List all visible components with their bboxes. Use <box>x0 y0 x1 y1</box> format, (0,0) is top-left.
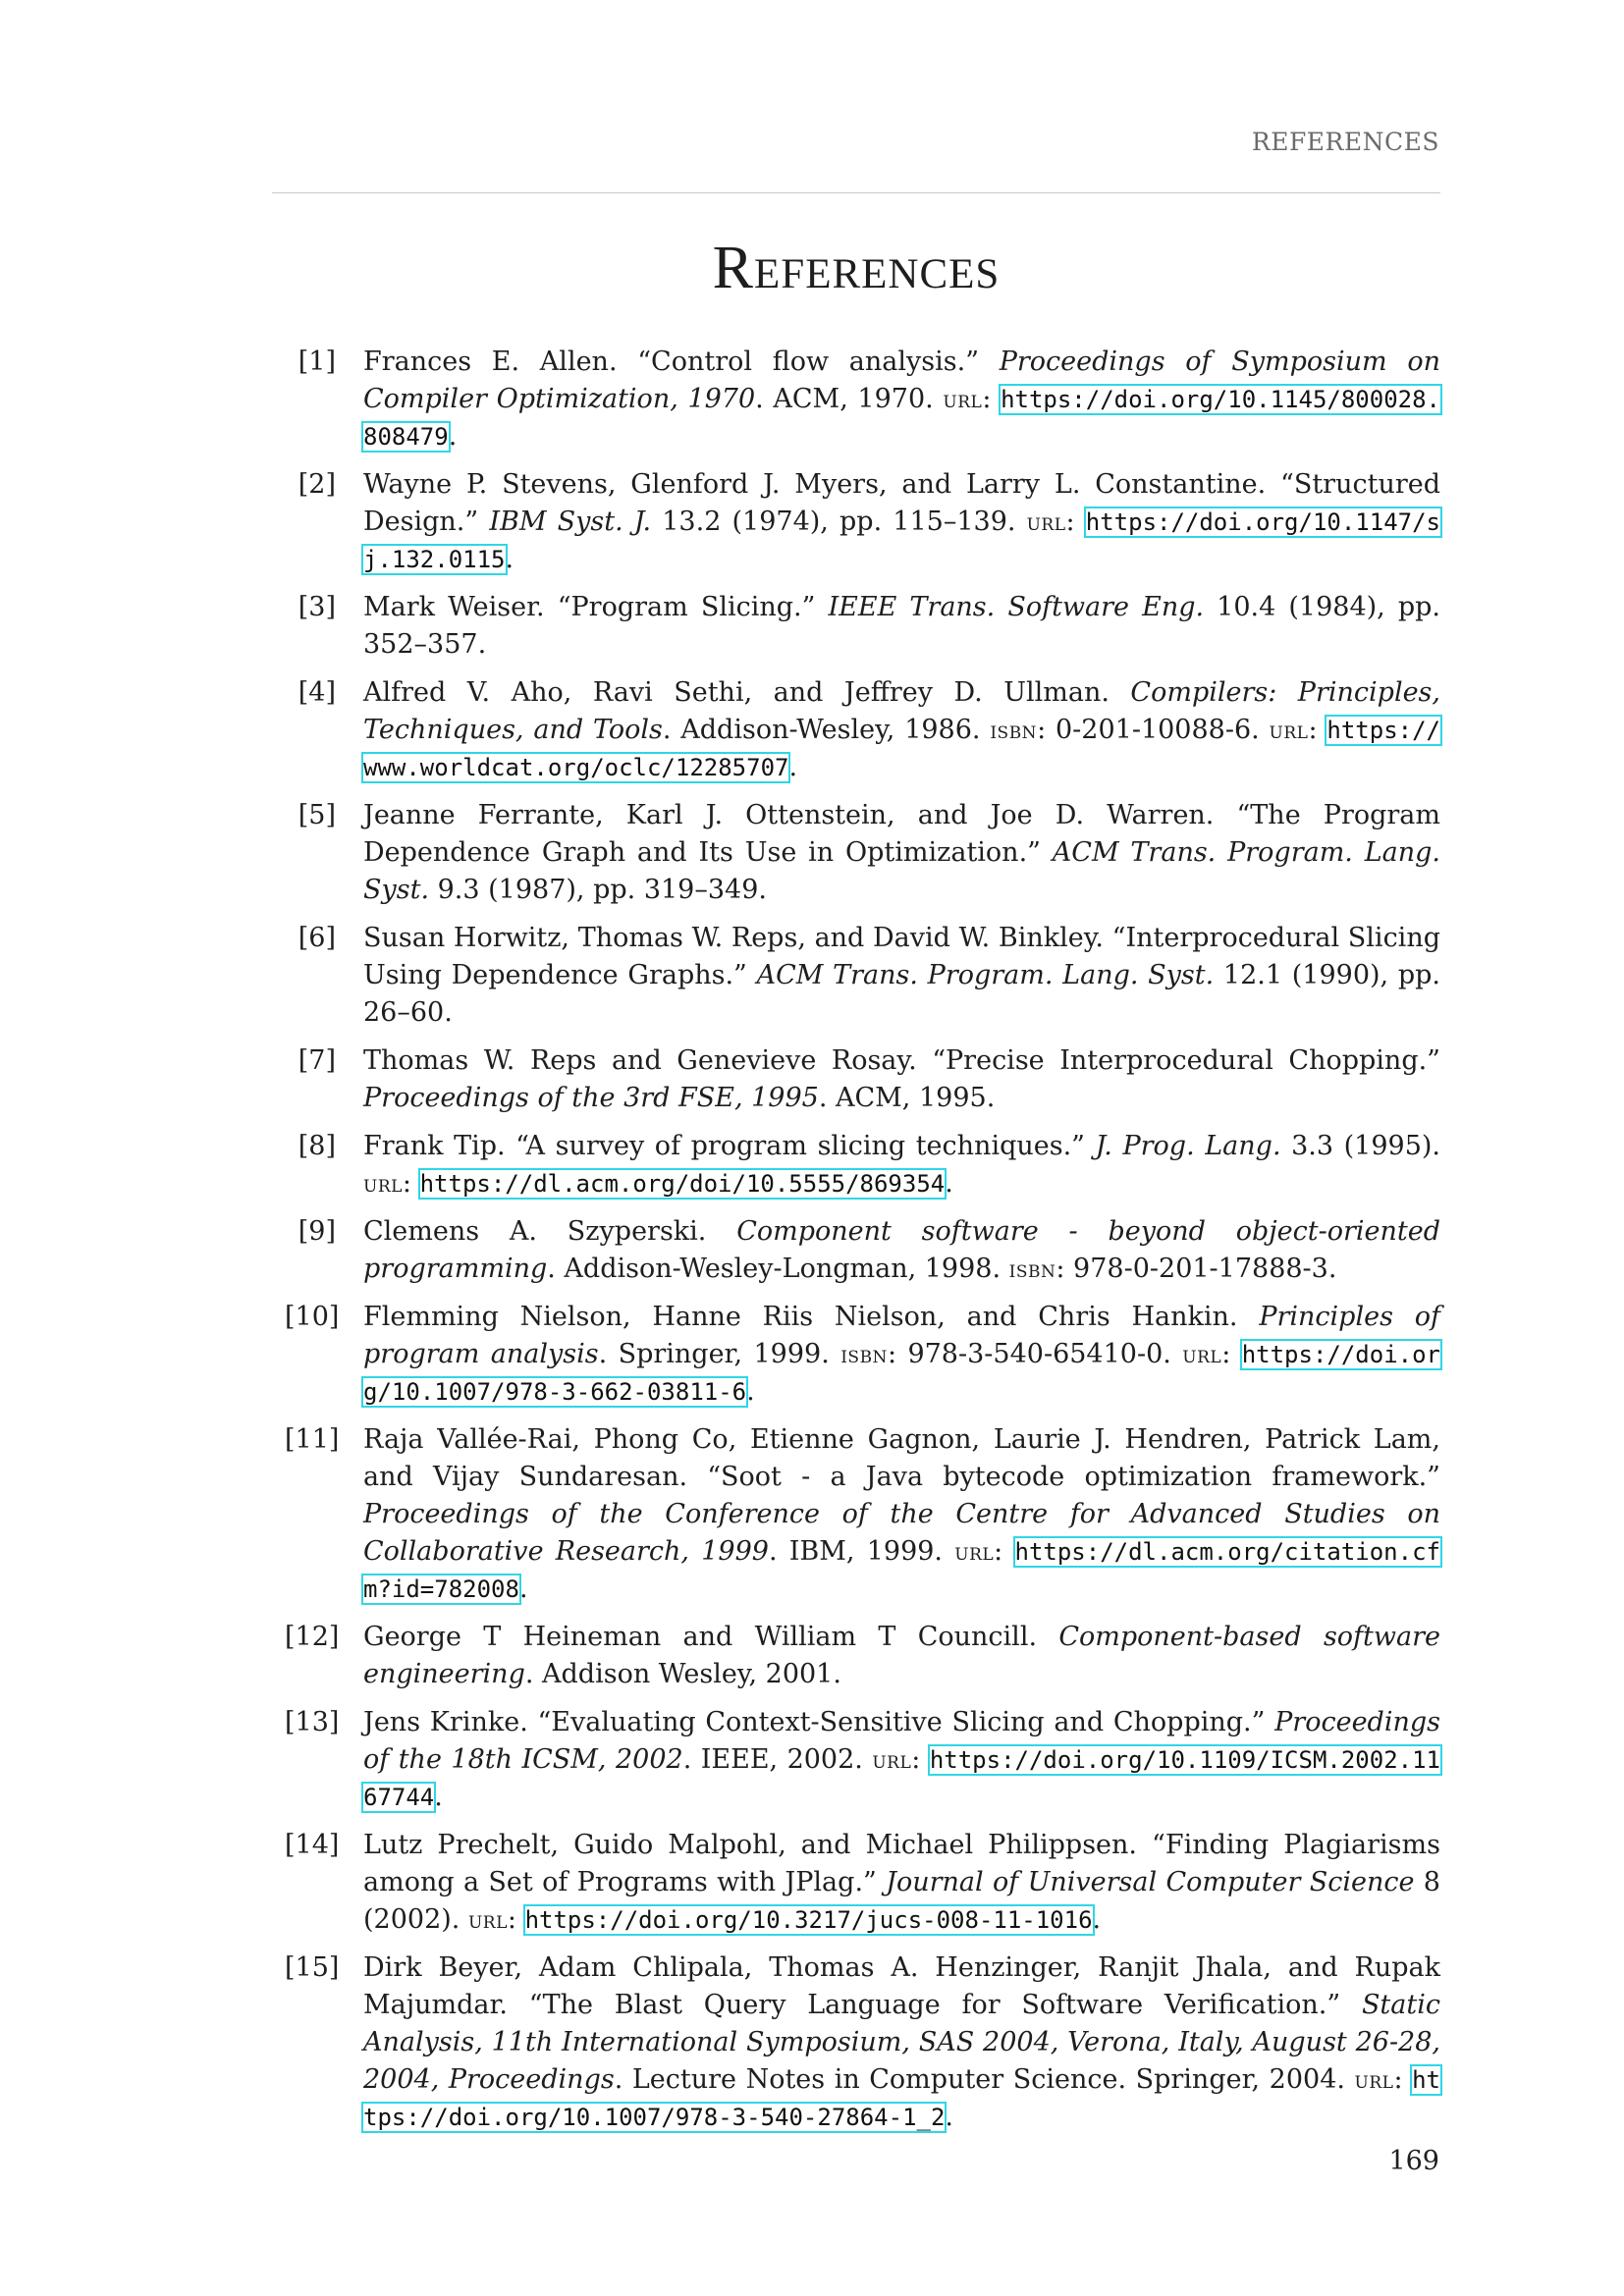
reference-item <box>285 797 1440 909</box>
reference-item <box>285 920 1440 1032</box>
reference-number: [8] <box>298 1131 336 1161</box>
reference-url-link[interactable]: https://dl.acm.org/citation.cfm?id=782008 <box>363 1538 1440 1603</box>
url-label: url <box>467 1905 508 1934</box>
reference-text <box>363 1619 1440 1693</box>
reference-venue: Component software - beyond object-oriented programming <box>363 1216 1440 1284</box>
reference-venue: ACM Trans. Program. Lang. Syst. <box>756 960 1215 990</box>
reference-details: . ACM, 1970. <box>755 384 944 414</box>
reference-url-link[interactable]: https://doi.org/10.1007/978-3-662-03811-6 <box>363 1341 1440 1406</box>
page-number: 169 <box>1388 2146 1439 2176</box>
reference-details: . Springer, 1999. <box>598 1339 841 1369</box>
reference-text <box>363 589 1440 664</box>
reference-details: . Lecture Notes in Computer Science. Springer, 2004. <box>614 2064 1355 2095</box>
reference-text: Raja Vallée-Rai, Phong Co, Etienne Gagnon, Laurie J. Hendren, Patrick Lam, and Vijay Sundaresan. “Soot - a Java bytecode optimization framework.” Proceedings of the Conference of the Centre for Advanced Studies on Collaborative Research, 1999. IBM, 1999. url: https://dl.acm.org/citation.cfm?id=782008. <box>363 1424 1440 1604</box>
reference-venue: Proceedings of the 3rd FSE, 1995 <box>363 1083 819 1113</box>
url-label: url <box>1026 507 1066 536</box>
url-label: url <box>1182 1340 1222 1368</box>
reference-text: Lutz Prechelt, Guido Malpohl, and Michael Philippsen. “Finding Plagiarisms among a Set of Programs with JPlag.” Journal of Universal Computer Science 8 (2002). url: https://doi.org/10.3217/jucs-008-11-1016. <box>363 1830 1440 1935</box>
reference-item <box>285 1042 1440 1117</box>
reference-number: [13] <box>285 1707 340 1737</box>
reference-number: [10] <box>285 1302 340 1332</box>
reference-venue: Static Analysis, 11th International Symposium, SAS 2004, Verona, Italy, August 26-28, 2004, Proceedings <box>363 1990 1440 2095</box>
reference-details: . Addison Wesley, 2001. <box>524 1659 841 1689</box>
reference-number: [3] <box>298 592 336 622</box>
reference-number: [15] <box>285 1952 340 1983</box>
reference-list <box>285 344 1440 2147</box>
reference-text: Jens Krinke. “Evaluating Context-Sensitive Slicing and Chopping.” Proceedings of the 18th ICSM, 2002. IEEE, 2002. url: https://doi.org/10.1109/ICSM.2002.1167744. <box>363 1707 1440 1812</box>
isbn-label: isbn <box>990 716 1038 744</box>
reference-details: . Addison-Wesley-Longman, 1998. <box>547 1254 1009 1284</box>
reference-venue: J. Prog. Lang. <box>1095 1131 1281 1161</box>
reference-venue: Principles of program analysis <box>363 1302 1440 1369</box>
isbn-value: : 0-201-10088-6. <box>1037 715 1270 745</box>
reference-url-link[interactable]: https://dl.acm.org/doi/10.5555/869354 <box>419 1170 946 1198</box>
reference-item <box>285 674 1440 786</box>
reference-authors-title: Clemens A. Szyperski. <box>363 1216 737 1247</box>
reference-authors-title: Frank Tip. “A survey of program slicing techniques.” <box>363 1131 1096 1161</box>
reference-authors-title: Frances E. Allen. “Control flow analysis.” <box>363 347 1000 377</box>
page-title: References <box>712 235 1001 301</box>
reference-url-link[interactable]: https://doi.org/10.1145/800028.808479 <box>363 386 1440 451</box>
reference-details: 13.2 (1974), pp. 115–139. <box>651 507 1027 537</box>
reference-authors-title: Lutz Prechelt, Guido Malpohl, and Michael Philippsen. “Finding Plagiarisms among a Set of Programs with JPlag.” <box>363 1830 1440 1897</box>
reference-url-link[interactable]: https://doi.org/10.1007/978-3-540-27864-1_2 <box>363 2066 1440 2131</box>
reference-details: 10.4 (1984), pp. 352–357. <box>363 592 1440 660</box>
reference-item <box>285 1421 1440 1608</box>
reference-number: [11] <box>285 1424 340 1455</box>
reference-authors-title: Jens Krinke. “Evaluating Context-Sensitive Slicing and Chopping.” <box>363 1707 1275 1737</box>
reference-url-link[interactable]: https://doi.org/10.1147/sj.132.0115 <box>363 508 1440 573</box>
reference-number: [14] <box>285 1830 340 1860</box>
reference-text <box>363 797 1440 909</box>
reference-number: [5] <box>298 800 336 830</box>
reference-authors-title: Flemming Nielson, Hanne Riis Nielson, and Chris Hankin. <box>363 1302 1260 1332</box>
reference-number: [2] <box>298 469 336 500</box>
reference-url-link[interactable]: https://doi.org/10.1109/ICSM.2002.1167744 <box>363 1746 1440 1811</box>
reference-item <box>285 1704 1440 1816</box>
reference-text <box>363 920 1440 1032</box>
url-label: url <box>363 1169 403 1198</box>
reference-url-link[interactable]: https://www.worldcat.org/oclc/12285707 <box>363 717 1440 781</box>
reference-item <box>285 1128 1440 1202</box>
reference-details: . Addison-Wesley, 1986. <box>662 715 991 745</box>
reference-item <box>285 1827 1440 1939</box>
reference-item <box>285 589 1440 664</box>
reference-venue: IBM Syst. J. <box>489 507 652 537</box>
reference-venue: Compilers: Principles, Techniques, and Tools <box>363 677 1440 745</box>
reference-text: Dirk Beyer, Adam Chlipala, Thomas A. Henzinger, Ranjit Jhala, and Rupak Majumdar. “The Blast Query Language for Software Verification.” Static Analysis, 11th International Symposium, SAS 2004, Verona, Italy, August 26-28, 2004, Proceedings. Lecture Notes in Computer Science. Springer, 2004. url: https://doi.org/10.1007/978-3-540-27864-1_2. <box>363 1952 1440 2132</box>
reference-authors-title: Wayne P. Stevens, Glenford J. Myers, and Larry L. Constantine. “Structured Design.” <box>363 469 1440 537</box>
reference-item <box>285 1213 1440 1288</box>
reference-number: [1] <box>298 347 336 377</box>
reference-authors-title: Jeanne Ferrante, Karl J. Ottenstein, and Joe D. Warren. “The Program Dependence Graph and Its Use in Optimization.” <box>363 800 1440 868</box>
reference-text <box>363 1213 1440 1288</box>
reference-item <box>285 344 1440 455</box>
reference-number: [6] <box>298 923 336 953</box>
reference-authors-title: George T Heineman and William T Councill. <box>363 1622 1059 1652</box>
reference-details: . IBM, 1999. <box>768 1536 955 1567</box>
reference-text: Wayne P. Stevens, Glenford J. Myers, and Larry L. Constantine. “Structured Design.” IBM Syst. J. 13.2 (1974), pp. 115–139. url: https://doi.org/10.1147/sj.132.0115. <box>363 469 1440 574</box>
reference-authors-title: Alfred V. Aho, Ravi Sethi, and Jeffrey D. Ullman. <box>363 677 1131 708</box>
reference-text: Flemming Nielson, Hanne Riis Nielson, and Chris Hankin. Principles of program analysis. Springer, 1999. isbn: 978-3-540-65410-0. url: https://doi.org/10.1007/978-3-662-03811-6. <box>363 1302 1440 1407</box>
reference-venue: ACM Trans. Program. Lang. Syst. <box>363 837 1440 905</box>
reference-number: [7] <box>298 1045 336 1076</box>
reference-item <box>285 1949 1440 2136</box>
reference-details: . IEEE, 2002. <box>682 1744 873 1775</box>
reference-venue: Proceedings of the 18th ICSM, 2002 <box>363 1707 1440 1775</box>
header-rule <box>272 192 1440 193</box>
reference-details: 9.3 (1987), pp. 319–349. <box>429 875 767 905</box>
url-label: url <box>1269 716 1309 744</box>
isbn-label: isbn <box>1008 1255 1056 1283</box>
url-label: url <box>872 1745 912 1774</box>
isbn-value: : 978-3-540-65410-0. <box>887 1339 1183 1369</box>
isbn-value: : 978-0-201-17888-3. <box>1056 1254 1337 1284</box>
reference-text <box>363 1042 1440 1117</box>
reference-venue: Proceedings of the Conference of the Centre for Advanced Studies on Collaborative Research, 1999 <box>363 1499 1440 1567</box>
url-label: url <box>943 385 983 413</box>
reference-venue: Component-based software engineering <box>363 1622 1440 1689</box>
reference-text: Alfred V. Aho, Ravi Sethi, and Jeffrey D. Ullman. Compilers: Principles, Techniques, and Tools. Addison-Wesley, 1986. isbn: 0-201-10088-6. url: https://www.worldcat.org/oclc/12285707. <box>363 677 1440 782</box>
reference-number: [12] <box>285 1622 340 1652</box>
url-label: url <box>954 1537 995 1566</box>
reference-authors-title: Susan Horwitz, Thomas W. Reps, and David W. Binkley. “Interprocedural Slicing Using Dependence Graphs.” <box>363 923 1440 990</box>
reference-text: Frank Tip. “A survey of program slicing techniques.” J. Prog. Lang. 3.3 (1995). url: https://dl.acm.org/doi/10.5555/869354. <box>363 1131 1441 1199</box>
reference-venue: Proceedings of Symposium on Compiler Optimization, 1970 <box>363 347 1440 414</box>
reference-authors-title: Mark Weiser. “Program Slicing.” <box>363 592 829 622</box>
reference-details: . ACM, 1995. <box>818 1083 996 1113</box>
reference-authors-title: Dirk Beyer, Adam Chlipala, Thomas A. Henzinger, Ranjit Jhala, and Rupak Majumdar. “The Blast Query Language for Software Verification.” <box>363 1952 1440 2020</box>
reference-text: Frances E. Allen. “Control flow analysis.” Proceedings of Symposium on Compiler Optimization, 1970. ACM, 1970. url: https://doi.org/10.1145/800028.808479. <box>363 347 1440 452</box>
reference-item <box>285 1619 1440 1693</box>
reference-number: [4] <box>298 677 336 708</box>
reference-venue: IEEE Trans. Software Eng. <box>828 592 1205 622</box>
reference-authors-title: Thomas W. Reps and Genevieve Rosay. “Precise Interprocedural Chopping.” <box>363 1045 1440 1076</box>
reference-details: 8 (2002). <box>363 1867 1440 1935</box>
reference-venue: Journal of Universal Computer Science <box>886 1867 1415 1897</box>
running-head: REFERENCES <box>1251 128 1439 156</box>
reference-url-link[interactable]: https://doi.org/10.3217/jucs-008-11-1016 <box>524 1906 1093 1934</box>
url-label: url <box>1354 2065 1394 2094</box>
reference-number: [9] <box>298 1216 336 1247</box>
reference-item <box>285 466 1440 578</box>
reference-details: 3.3 (1995). <box>1280 1131 1441 1161</box>
isbn-label: isbn <box>840 1340 888 1368</box>
reference-details: 12.1 (1990), pp. 26–60. <box>363 960 1440 1028</box>
reference-item <box>285 1299 1440 1411</box>
reference-authors-title: Raja Vallée-Rai, Phong Co, Etienne Gagnon, Laurie J. Hendren, Patrick Lam, and Vijay Sundaresan. “Soot - a Java bytecode optimization framework.” <box>363 1424 1440 1492</box>
